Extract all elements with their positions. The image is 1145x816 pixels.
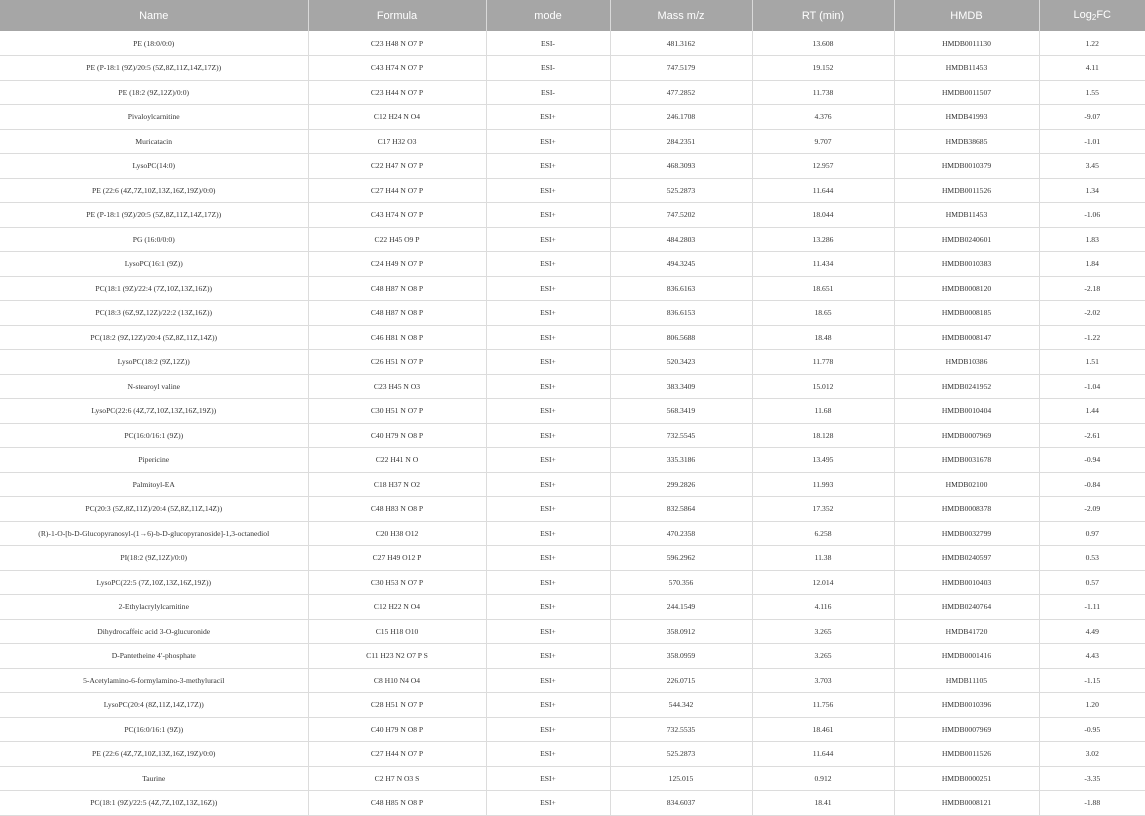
cell-formula: C48 H85 N O8 P: [308, 791, 486, 816]
cell-fc: -2.61: [1039, 423, 1145, 448]
cell-fc: -1.06: [1039, 203, 1145, 228]
cell-formula: C11 H23 N2 O7 P S: [308, 644, 486, 669]
cell-formula: C48 H87 N O8 P: [308, 276, 486, 301]
cell-formula: C27 H49 O12 P: [308, 546, 486, 571]
cell-hmdb: HMDB0008147: [894, 325, 1039, 350]
cell-formula: C8 H10 N4 O4: [308, 668, 486, 693]
cell-rt: 19.152: [752, 56, 894, 81]
cell-mass: 596.2962: [610, 546, 752, 571]
cell-fc: 1.55: [1039, 80, 1145, 105]
cell-rt: 13.286: [752, 227, 894, 252]
cell-name: LysoPC(16:1 (9Z)): [0, 252, 308, 277]
cell-mode: ESI+: [486, 227, 610, 252]
cell-rt: 18.044: [752, 203, 894, 228]
cell-name: PC(18:3 (6Z,9Z,12Z)/22:2 (13Z,16Z)): [0, 301, 308, 326]
cell-mass: 747.5179: [610, 56, 752, 81]
cell-name: PI(18:2 (9Z,12Z)/0:0): [0, 546, 308, 571]
cell-fc: -1.88: [1039, 791, 1145, 816]
table-row: [0, 619, 1145, 644]
table-row: [0, 546, 1145, 571]
cell-mode: ESI+: [486, 693, 610, 718]
cell-name: N-stearoyl valine: [0, 374, 308, 399]
cell-mass: 832.5864: [610, 497, 752, 522]
cell-rt: 11.644: [752, 178, 894, 203]
cell-hmdb: HMDB0031678: [894, 448, 1039, 473]
table-row: [0, 178, 1145, 203]
cell-rt: 11.68: [752, 399, 894, 424]
table-row: [0, 693, 1145, 718]
cell-hmdb: HMDB0010383: [894, 252, 1039, 277]
cell-mode: ESI+: [486, 276, 610, 301]
cell-fc: 4.49: [1039, 619, 1145, 644]
table-row: [0, 595, 1145, 620]
cell-formula: C22 H47 N O7 P: [308, 154, 486, 179]
cell-name: PE (22:6 (4Z,7Z,10Z,13Z,16Z,19Z)/0:0): [0, 178, 308, 203]
cell-hmdb: HMDB0000251: [894, 766, 1039, 791]
cell-hmdb: HMDB0011526: [894, 178, 1039, 203]
cell-mass: 468.3093: [610, 154, 752, 179]
cell-mode: ESI+: [486, 766, 610, 791]
cell-hmdb: HMDB11453: [894, 203, 1039, 228]
cell-formula: C27 H44 N O7 P: [308, 178, 486, 203]
cell-fc: 3.02: [1039, 742, 1145, 767]
cell-mass: 570.356: [610, 570, 752, 595]
cell-mass: 226.0715: [610, 668, 752, 693]
cell-mass: 125.015: [610, 766, 752, 791]
cell-hmdb: HMDB0007969: [894, 423, 1039, 448]
cell-name: 2-Ethylacrylylcarnitine: [0, 595, 308, 620]
cell-formula: C22 H45 O9 P: [308, 227, 486, 252]
cell-name: Dihydrocaffeic acid 3-O-glucuronide: [0, 619, 308, 644]
cell-fc: 1.83: [1039, 227, 1145, 252]
cell-mass: 732.5545: [610, 423, 752, 448]
cell-hmdb: HMDB0008378: [894, 497, 1039, 522]
cell-mass: 836.6163: [610, 276, 752, 301]
cell-mass: 525.2873: [610, 178, 752, 203]
table-row: [0, 154, 1145, 179]
table-row: [0, 717, 1145, 742]
cell-fc: -3.35: [1039, 766, 1145, 791]
header-log2fc-sub: 2: [1091, 13, 1097, 22]
cell-formula: C40 H79 N O8 P: [308, 717, 486, 742]
cell-rt: 3.703: [752, 668, 894, 693]
cell-formula: C12 H22 N O4: [308, 595, 486, 620]
cell-rt: 9.707: [752, 129, 894, 154]
cell-rt: 12.957: [752, 154, 894, 179]
cell-fc: 1.20: [1039, 693, 1145, 718]
cell-name: PE (22:6 (4Z,7Z,10Z,13Z,16Z,19Z)/0:0): [0, 742, 308, 767]
cell-formula: C40 H79 N O8 P: [308, 423, 486, 448]
table-row: [0, 570, 1145, 595]
cell-rt: 4.116: [752, 595, 894, 620]
cell-rt: 15.012: [752, 374, 894, 399]
cell-mass: 806.5688: [610, 325, 752, 350]
cell-rt: 6.258: [752, 521, 894, 546]
cell-formula: C43 H74 N O7 P: [308, 203, 486, 228]
table-row: [0, 56, 1145, 81]
table-row: [0, 374, 1145, 399]
cell-mode: ESI+: [486, 595, 610, 620]
cell-mode: ESI+: [486, 252, 610, 277]
cell-fc: -1.11: [1039, 595, 1145, 620]
cell-formula: C23 H44 N O7 P: [308, 80, 486, 105]
table-row: [0, 105, 1145, 130]
cell-name: PC(16:0/16:1 (9Z)): [0, 717, 308, 742]
cell-mass: 470.2358: [610, 521, 752, 546]
cell-fc: -1.04: [1039, 374, 1145, 399]
cell-mode: ESI+: [486, 742, 610, 767]
cell-mass: 358.0912: [610, 619, 752, 644]
cell-name: PC(20:3 (5Z,8Z,11Z)/20:4 (5Z,8Z,11Z,14Z)): [0, 497, 308, 522]
cell-mode: ESI+: [486, 570, 610, 595]
cell-fc: 3.45: [1039, 154, 1145, 179]
table-row: [0, 80, 1145, 105]
cell-mode: ESI+: [486, 448, 610, 473]
table-row: [0, 325, 1145, 350]
cell-fc: -2.09: [1039, 497, 1145, 522]
cell-hmdb: HMDB0240597: [894, 546, 1039, 571]
cell-formula: C30 H53 N O7 P: [308, 570, 486, 595]
cell-mass: 335.3186: [610, 448, 752, 473]
cell-rt: 3.265: [752, 644, 894, 669]
table-row: [0, 203, 1145, 228]
cell-hmdb: HMDB0011507: [894, 80, 1039, 105]
cell-mode: ESI+: [486, 129, 610, 154]
cell-formula: C18 H37 N O2: [308, 472, 486, 497]
cell-mode: ESI+: [486, 717, 610, 742]
cell-rt: 13.608: [752, 31, 894, 56]
cell-fc: 0.97: [1039, 521, 1145, 546]
cell-name: (R)-1-O-[b-D-Glucopyranosyl-(1→6)-b-D-glucopyranoside]-1,3-octanediol: [0, 521, 308, 546]
cell-rt: 13.495: [752, 448, 894, 473]
cell-formula: C24 H49 N O7 P: [308, 252, 486, 277]
cell-mass: 284.2351: [610, 129, 752, 154]
cell-name: 5-Acetylamino-6-formylamino-3-methyluracil: [0, 668, 308, 693]
cell-hmdb: HMDB0240601: [894, 227, 1039, 252]
cell-fc: 0.57: [1039, 570, 1145, 595]
cell-mode: ESI+: [486, 497, 610, 522]
header-row: [0, 0, 1145, 31]
cell-name: Palmitoyl-EA: [0, 472, 308, 497]
cell-name: D-Pantetheine 4′-phosphate: [0, 644, 308, 669]
cell-rt: 11.738: [752, 80, 894, 105]
cell-name: LysoPC(14:0): [0, 154, 308, 179]
cell-mass: 383.3409: [610, 374, 752, 399]
cell-hmdb: HMDB41720: [894, 619, 1039, 644]
table-row: [0, 399, 1145, 424]
cell-name: PE (P-18:1 (9Z)/20:5 (5Z,8Z,11Z,14Z,17Z)): [0, 203, 308, 228]
cell-rt: 0.912: [752, 766, 894, 791]
cell-formula: C23 H48 N O7 P: [308, 31, 486, 56]
cell-mode: ESI-: [486, 31, 610, 56]
cell-fc: 4.11: [1039, 56, 1145, 81]
cell-formula: C46 H81 N O8 P: [308, 325, 486, 350]
cell-name: LysoPC(18:2 (9Z,12Z)): [0, 350, 308, 375]
cell-hmdb: HMDB0240764: [894, 595, 1039, 620]
table-row: [0, 521, 1145, 546]
cell-hmdb: HMDB0008185: [894, 301, 1039, 326]
cell-hmdb: HMDB0010404: [894, 399, 1039, 424]
cell-name: LysoPC(22:6 (4Z,7Z,10Z,13Z,16Z,19Z)): [0, 399, 308, 424]
cell-fc: -1.15: [1039, 668, 1145, 693]
table-row: [0, 472, 1145, 497]
cell-mass: 299.2826: [610, 472, 752, 497]
cell-mode: ESI+: [486, 472, 610, 497]
table-row: [0, 497, 1145, 522]
cell-rt: 11.38: [752, 546, 894, 571]
cell-mode: ESI+: [486, 423, 610, 448]
cell-name: PC(18:1 (9Z)/22:4 (7Z,10Z,13Z,16Z)): [0, 276, 308, 301]
cell-rt: 4.376: [752, 105, 894, 130]
cell-formula: C48 H83 N O8 P: [308, 497, 486, 522]
cell-rt: 11.756: [752, 693, 894, 718]
cell-mode: ESI+: [486, 105, 610, 130]
cell-hmdb: HMDB0011130: [894, 31, 1039, 56]
cell-fc: -2.18: [1039, 276, 1145, 301]
cell-mass: 477.2852: [610, 80, 752, 105]
header-name: Name: [0, 0, 308, 31]
cell-name: Pipericine: [0, 448, 308, 473]
cell-mode: ESI+: [486, 374, 610, 399]
table-header: [0, 0, 1145, 31]
cell-mode: ESI+: [486, 668, 610, 693]
cell-mass: 544.342: [610, 693, 752, 718]
table-row: [0, 301, 1145, 326]
cell-hmdb: HMDB41993: [894, 105, 1039, 130]
cell-name: PC(18:2 (9Z,12Z)/20:4 (5Z,8Z,11Z,14Z)): [0, 325, 308, 350]
cell-mass: 747.5202: [610, 203, 752, 228]
cell-fc: -1.01: [1039, 129, 1145, 154]
table-row: [0, 423, 1145, 448]
cell-hmdb: HMDB11453: [894, 56, 1039, 81]
cell-mode: ESI+: [486, 350, 610, 375]
table-body: [0, 31, 1145, 815]
cell-name: Muricatacin: [0, 129, 308, 154]
cell-name: PG (16:0/0:0): [0, 227, 308, 252]
cell-mode: ESI+: [486, 619, 610, 644]
cell-rt: 3.265: [752, 619, 894, 644]
header-mass: Mass m/z: [610, 0, 752, 31]
cell-fc: 1.44: [1039, 399, 1145, 424]
cell-mass: 520.3423: [610, 350, 752, 375]
cell-mode: ESI+: [486, 325, 610, 350]
cell-mode: ESI+: [486, 521, 610, 546]
cell-rt: 11.434: [752, 252, 894, 277]
cell-mode: ESI+: [486, 301, 610, 326]
cell-formula: C20 H38 O12: [308, 521, 486, 546]
cell-formula: C22 H41 N O: [308, 448, 486, 473]
cell-name: LysoPC(20:4 (8Z,11Z,14Z,17Z)): [0, 693, 308, 718]
cell-hmdb: HMDB11105: [894, 668, 1039, 693]
cell-fc: 1.22: [1039, 31, 1145, 56]
cell-fc: 1.84: [1039, 252, 1145, 277]
cell-formula: C48 H87 N O8 P: [308, 301, 486, 326]
cell-name: PE (P-18:1 (9Z)/20:5 (5Z,8Z,11Z,14Z,17Z)): [0, 56, 308, 81]
cell-hmdb: HMDB0032799: [894, 521, 1039, 546]
header-log2fc: [1039, 0, 1145, 31]
cell-fc: -1.22: [1039, 325, 1145, 350]
header-log2fc-prefix: Log: [1073, 9, 1092, 21]
cell-rt: 18.128: [752, 423, 894, 448]
cell-name: PE (18:0/0:0): [0, 31, 308, 56]
cell-formula: C23 H45 N O3: [308, 374, 486, 399]
cell-mode: ESI+: [486, 546, 610, 571]
cell-fc: 1.51: [1039, 350, 1145, 375]
cell-mass: 732.5535: [610, 717, 752, 742]
cell-rt: 18.65: [752, 301, 894, 326]
cell-formula: C30 H51 N O7 P: [308, 399, 486, 424]
cell-name: PC(16:0/16:1 (9Z)): [0, 423, 308, 448]
cell-formula: C12 H24 N O4: [308, 105, 486, 130]
cell-mass: 836.6153: [610, 301, 752, 326]
cell-hmdb: HMDB0010403: [894, 570, 1039, 595]
cell-fc: -0.94: [1039, 448, 1145, 473]
cell-name: Pivaloylcarnitine: [0, 105, 308, 130]
cell-rt: 12.014: [752, 570, 894, 595]
table-row: [0, 766, 1145, 791]
cell-hmdb: HMDB0010379: [894, 154, 1039, 179]
header-log2fc-suffix: FC: [1096, 9, 1111, 21]
cell-hmdb: HMDB0241952: [894, 374, 1039, 399]
cell-mass: 525.2873: [610, 742, 752, 767]
cell-hmdb: HMDB0008121: [894, 791, 1039, 816]
header-hmdb: HMDB: [894, 0, 1039, 31]
cell-fc: 1.34: [1039, 178, 1145, 203]
cell-fc: -9.07: [1039, 105, 1145, 130]
cell-hmdb: HMDB0011526: [894, 742, 1039, 767]
cell-hmdb: HMDB0008120: [894, 276, 1039, 301]
cell-mass: 246.1708: [610, 105, 752, 130]
header-formula: Formula: [308, 0, 486, 31]
table-row: [0, 227, 1145, 252]
cell-mode: ESI+: [486, 399, 610, 424]
cell-formula: C26 H51 N O7 P: [308, 350, 486, 375]
table-row: [0, 129, 1145, 154]
cell-hmdb: HMDB0001416: [894, 644, 1039, 669]
cell-hmdb: HMDB0010396: [894, 693, 1039, 718]
cell-name: PC(18:1 (9Z)/22:5 (4Z,7Z,10Z,13Z,16Z)): [0, 791, 308, 816]
cell-mode: ESI+: [486, 178, 610, 203]
cell-rt: 18.41: [752, 791, 894, 816]
header-rt: RT (min): [752, 0, 894, 31]
cell-mass: 834.6037: [610, 791, 752, 816]
cell-mode: ESI+: [486, 791, 610, 816]
cell-formula: C17 H32 O3: [308, 129, 486, 154]
header-mode: mode: [486, 0, 610, 31]
cell-name: Taurine: [0, 766, 308, 791]
cell-mode: ESI-: [486, 56, 610, 81]
cell-mode: ESI+: [486, 154, 610, 179]
cell-fc: -2.02: [1039, 301, 1145, 326]
cell-fc: -0.95: [1039, 717, 1145, 742]
cell-rt: 11.778: [752, 350, 894, 375]
cell-hmdb: HMDB10386: [894, 350, 1039, 375]
table-row: [0, 252, 1145, 277]
cell-mass: 494.3245: [610, 252, 752, 277]
cell-mass: 484.2803: [610, 227, 752, 252]
cell-mode: ESI-: [486, 80, 610, 105]
cell-mode: ESI+: [486, 644, 610, 669]
cell-name: LysoPC(22:5 (7Z,10Z,13Z,16Z,19Z)): [0, 570, 308, 595]
cell-fc: -0.84: [1039, 472, 1145, 497]
cell-formula: C43 H74 N O7 P: [308, 56, 486, 81]
cell-rt: 18.461: [752, 717, 894, 742]
cell-formula: C28 H51 N O7 P: [308, 693, 486, 718]
table-row: [0, 742, 1145, 767]
table-row: [0, 668, 1145, 693]
cell-formula: C15 H18 O10: [308, 619, 486, 644]
table-row: [0, 644, 1145, 669]
cell-rt: 18.48: [752, 325, 894, 350]
cell-fc: 4.43: [1039, 644, 1145, 669]
cell-name: PE (18:2 (9Z,12Z)/0:0): [0, 80, 308, 105]
table-row: [0, 31, 1145, 56]
cell-rt: 11.644: [752, 742, 894, 767]
cell-rt: 11.993: [752, 472, 894, 497]
cell-mass: 568.3419: [610, 399, 752, 424]
cell-hmdb: HMDB02100: [894, 472, 1039, 497]
table-row: [0, 350, 1145, 375]
table-row: [0, 448, 1145, 473]
cell-formula: C2 H7 N O3 S: [308, 766, 486, 791]
cell-mass: 244.1549: [610, 595, 752, 620]
cell-mass: 481.3162: [610, 31, 752, 56]
table-row: [0, 276, 1145, 301]
cell-mode: ESI+: [486, 203, 610, 228]
cell-hmdb: HMDB0007969: [894, 717, 1039, 742]
cell-formula: C27 H44 N O7 P: [308, 742, 486, 767]
cell-mass: 358.0959: [610, 644, 752, 669]
table-row: [0, 791, 1145, 816]
cell-rt: 17.352: [752, 497, 894, 522]
cell-hmdb: HMDB38685: [894, 129, 1039, 154]
cell-fc: 0.53: [1039, 546, 1145, 571]
cell-rt: 18.651: [752, 276, 894, 301]
